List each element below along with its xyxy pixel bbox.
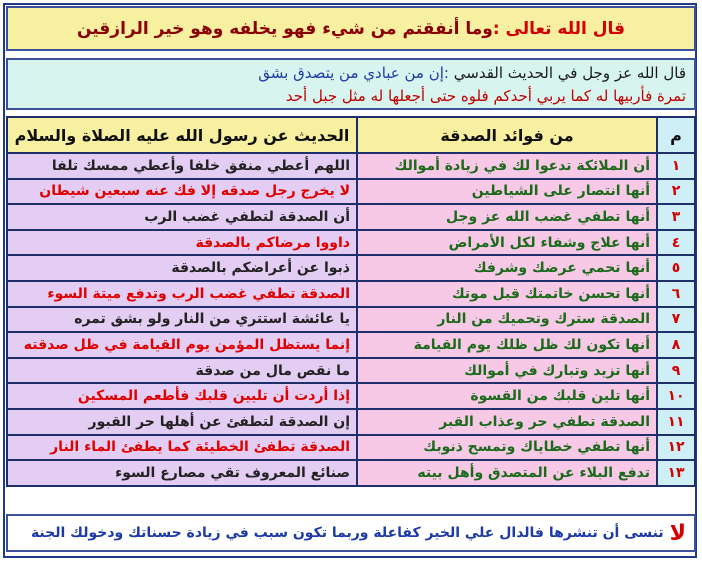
- hadith-cell: يا عائشة استتري من النار ولو بشق تمره: [7, 307, 357, 333]
- hadith-cell: إنما يستظل المؤمن يوم القيامة في ظل صدقته: [7, 332, 357, 358]
- title-verse: وما أنفقتم من شيء فهو يخلفه وهو خير الرازقين: [76, 18, 493, 39]
- table-row: [7, 409, 695, 435]
- footer-note: [6, 514, 696, 552]
- table-row: [7, 255, 695, 281]
- benefit-cell: الصدقة سترك وتحميك من النار: [357, 307, 657, 333]
- footer-la: لا: [669, 520, 686, 546]
- benefit-cell: تدفع البلاء عن المتصدق وأهل بيته: [357, 460, 657, 486]
- table-row: [7, 179, 695, 205]
- hadith-cell: إن الصدقة لتطفئ عن أهلها حر القبور: [7, 409, 357, 435]
- benefit-cell: أنها علاج وشفاء لكل الأمراض: [357, 230, 657, 256]
- hadith-cell: الصدقة تطفي غضب الرب وتدفع ميتة السوء: [7, 281, 357, 307]
- table-row: [7, 435, 695, 461]
- benefit-cell: أنها تلين قلبك من القسوة: [357, 383, 657, 409]
- header-benefits: من فوائد الصدقة: [357, 117, 657, 153]
- footer-text: تنسى أن تنشرها فالدال علي الخير كفاعلة وربما تكون سبب في زيادة حسناتك ودخولك الجنة: [30, 525, 664, 541]
- hadith-qudsi-box: [6, 58, 696, 110]
- hadith-line-1-quote: :إن من عبادي من يتصدق بشق: [258, 64, 449, 82]
- row-number: ٣: [657, 204, 695, 230]
- title-prefix: قال الله تعالى :: [492, 18, 626, 39]
- hadith-cell: ما نقص مال من صدقة: [7, 358, 357, 384]
- table-row: [7, 383, 695, 409]
- row-number: ١: [657, 153, 695, 179]
- benefit-cell: أنها تحسن خاتمتك قبل موتك: [357, 281, 657, 307]
- table-row: [7, 153, 695, 179]
- page-title: [6, 6, 696, 51]
- benefit-cell: الصدقة تطفي حر وعذاب القبر: [357, 409, 657, 435]
- row-number: ٦: [657, 281, 695, 307]
- hadith-cell: صنائع المعروف تقي مصارع السوء: [7, 460, 357, 486]
- table-row: [7, 281, 695, 307]
- row-number: ١١: [657, 409, 695, 435]
- hadith-cell: ذبوا عن أعراضكم بالصدقة: [7, 255, 357, 281]
- hadith-cell: لا يخرج رجل صدقه إلا فك عنه سبعين شيطان: [7, 179, 357, 205]
- hadith-cell: إذا أردت أن تليين قلبك فأطعم المسكين: [7, 383, 357, 409]
- hadith-cell: اللهم أعطي منفق خلفا وأعطي ممسك تلفا: [7, 153, 357, 179]
- table-header-row: [7, 117, 695, 153]
- row-number: ٧: [657, 307, 695, 333]
- hadith-cell: داووا مرضاكم بالصدقة: [7, 230, 357, 256]
- row-number: ١٣: [657, 460, 695, 486]
- row-number: ١٢: [657, 435, 695, 461]
- row-number: ٩: [657, 358, 695, 384]
- benefit-cell: أنها تطفي خطاياك وتمسح ذنوبك: [357, 435, 657, 461]
- hadith-line-2: تمرة فأربيها له كما يربي أحدكم فلوه حتى أجعلها له مثل جبل أحد: [285, 87, 686, 105]
- benefits-table: [6, 116, 696, 487]
- table-row: [7, 307, 695, 333]
- table-row: [7, 460, 695, 486]
- hadith-cell: الصدقة تطفئ الخطيئة كما يطفئ الماء النار: [7, 435, 357, 461]
- benefit-cell: أن الملائكة تدعوا لك في زيادة أموالك: [357, 153, 657, 179]
- benefit-cell: أنها تطفي غضب الله عز وجل: [357, 204, 657, 230]
- row-number: ٥: [657, 255, 695, 281]
- row-number: ٤: [657, 230, 695, 256]
- table-row: [7, 204, 695, 230]
- table-row: [7, 332, 695, 358]
- row-number: ٨: [657, 332, 695, 358]
- header-num: م: [657, 117, 695, 153]
- benefit-cell: أنها تكون لك ظل ظلك يوم القيامة: [357, 332, 657, 358]
- benefit-cell: أنها تزيد وتبارك في أموالك: [357, 358, 657, 384]
- hadith-line-1-start: قال الله عز وجل في الحديث القدسي: [448, 64, 686, 82]
- hadith-cell: أن الصدقة لتطفي غضب الرب: [7, 204, 357, 230]
- table-row: [7, 358, 695, 384]
- hadith-line-1: [16, 62, 686, 85]
- row-number: ١٠: [657, 383, 695, 409]
- benefit-cell: أنها تحمي عرضك وشرفك: [357, 255, 657, 281]
- header-hadiths: الحديث عن رسول الله عليه الصلاة والسلام: [7, 117, 357, 153]
- benefit-cell: أنها انتصار على الشياطين: [357, 179, 657, 205]
- row-number: ٢: [657, 179, 695, 205]
- table-row: [7, 230, 695, 256]
